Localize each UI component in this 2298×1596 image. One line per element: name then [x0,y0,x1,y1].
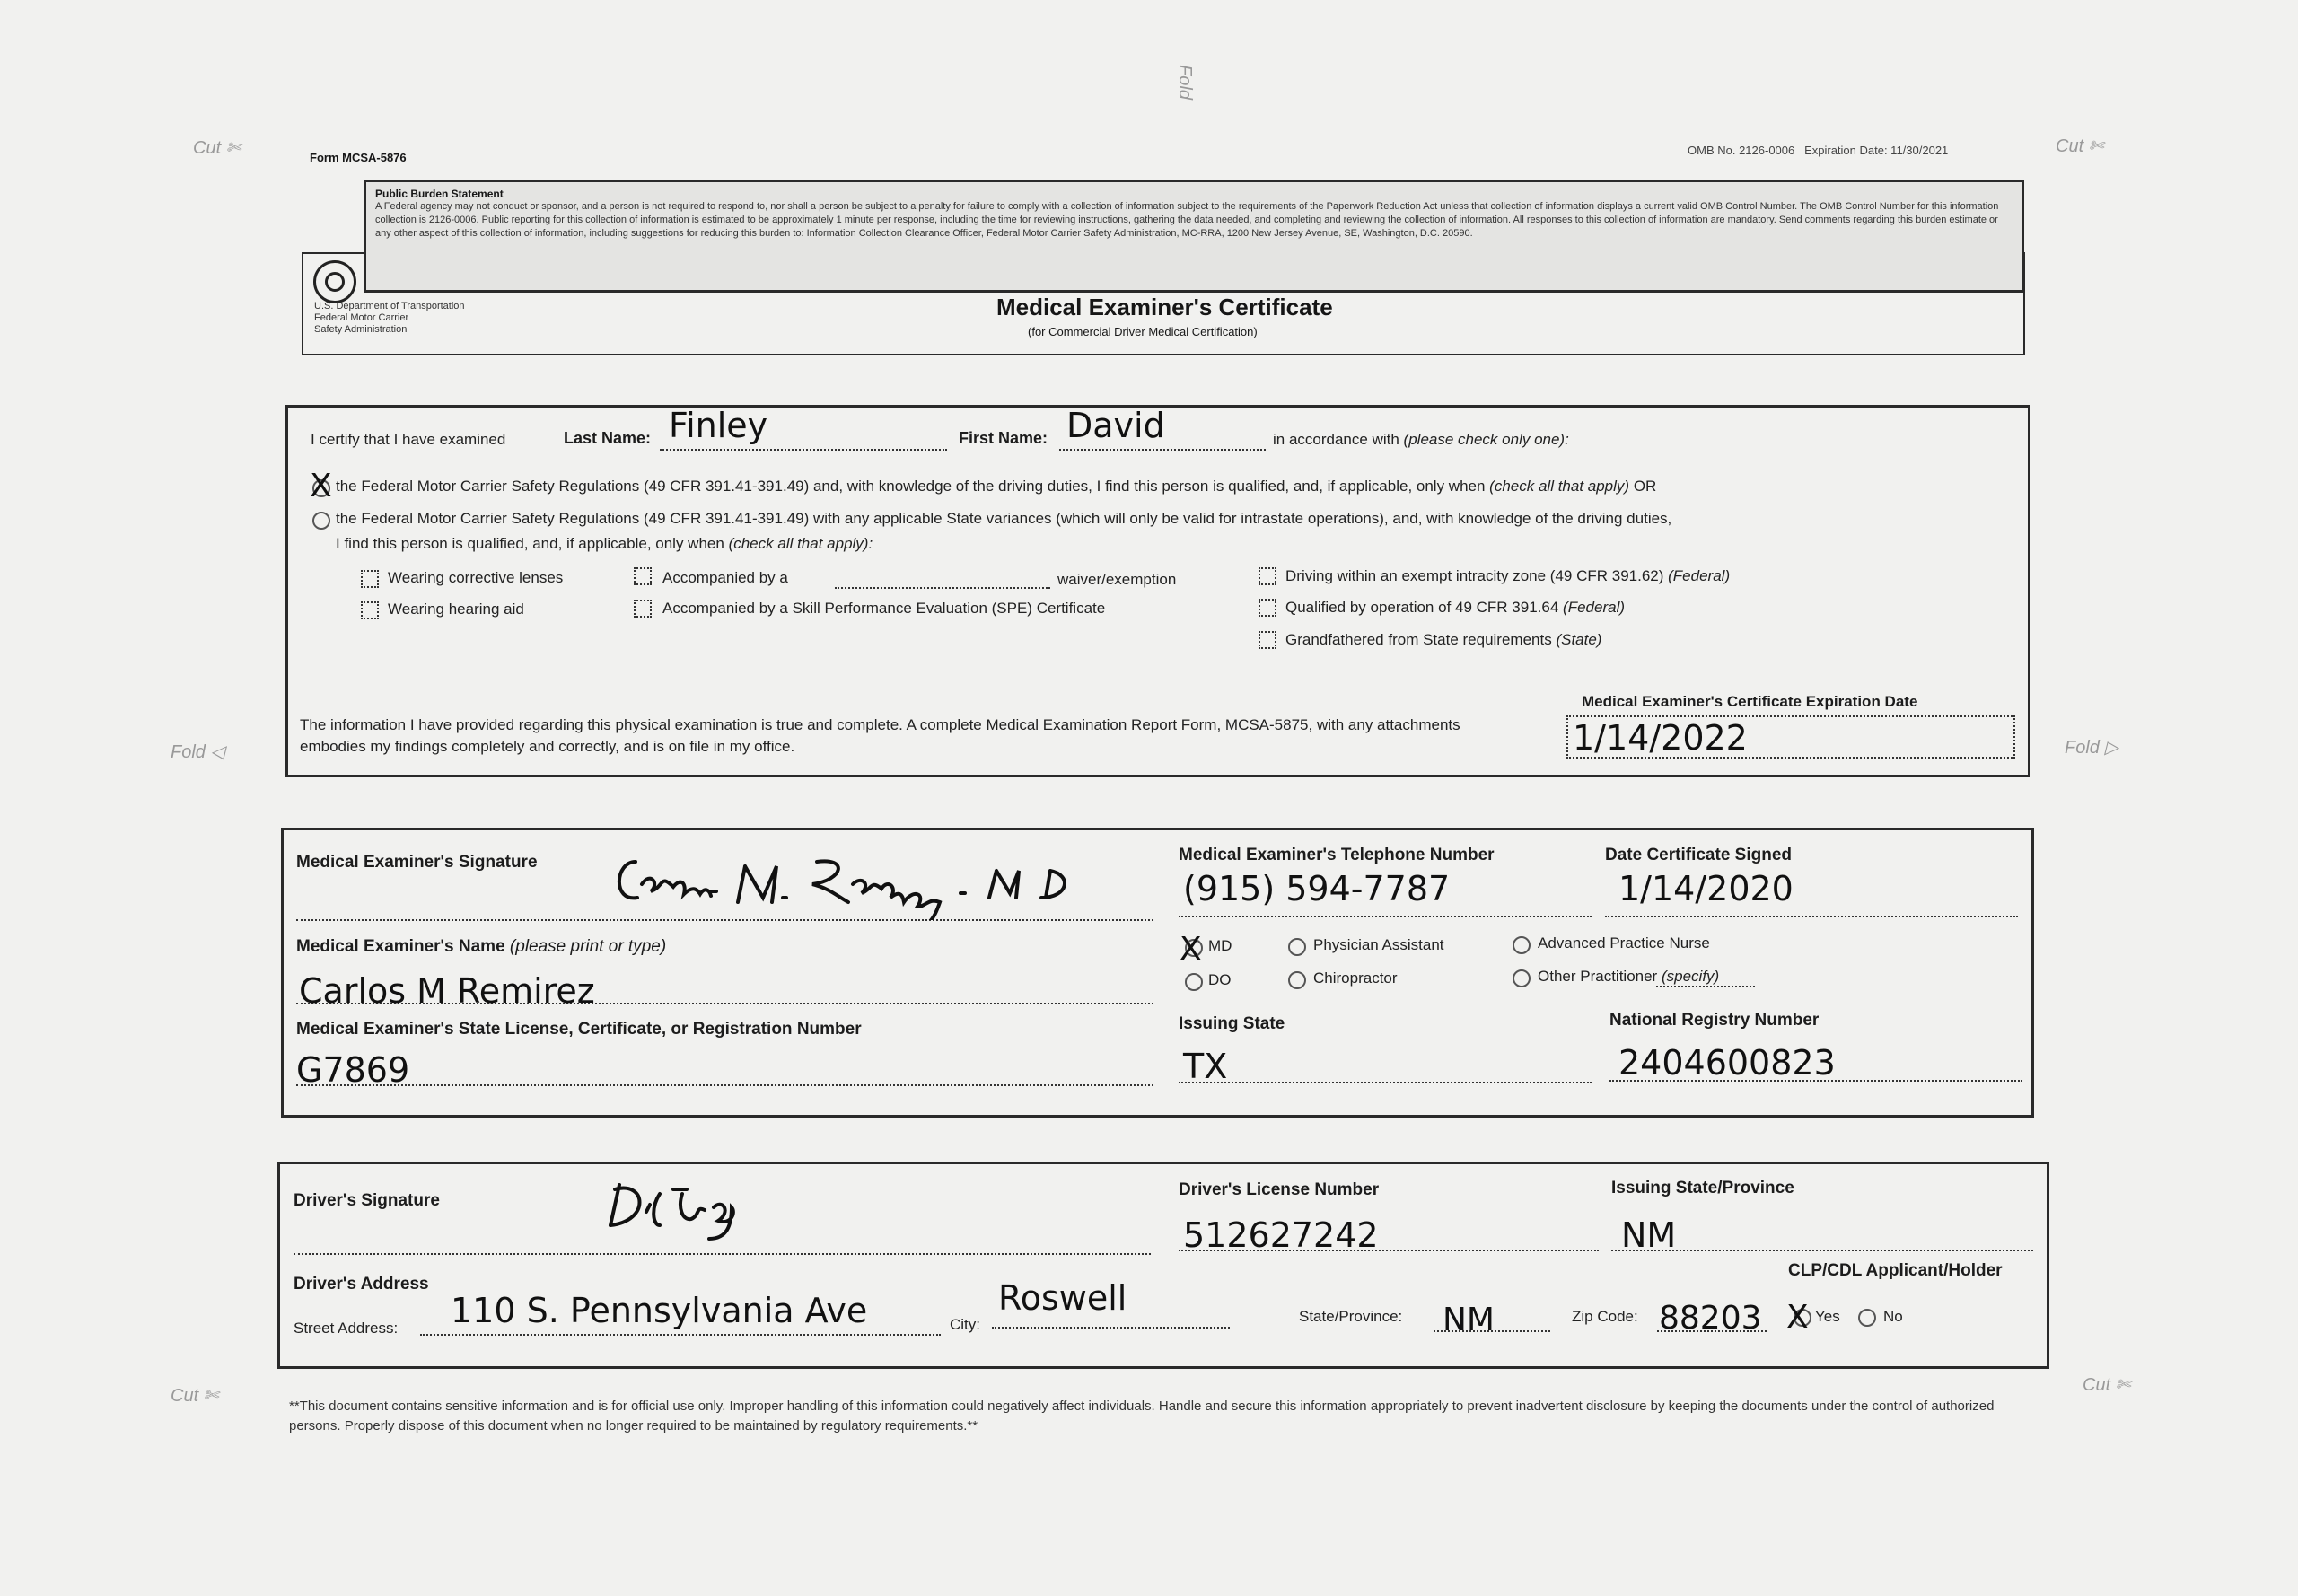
examiner-signature-label: Medical Examiner's Signature [296,853,538,872]
form-id: Form MCSA-5876 [310,151,407,164]
driver-issuing-state-field[interactable]: NM [1621,1215,1677,1255]
city-label: City: [950,1316,980,1333]
province-label: State/Province: [1299,1308,1403,1325]
examiner-name-label: Medical Examiner's Name (please print or type) [296,937,667,956]
spe-certificate-label: Accompanied by a Skill Performance Evaluation (SPE) Certificate [662,600,1106,617]
corrective-lenses-checkbox[interactable] [361,570,379,588]
last-name-line [660,449,947,451]
operation-391-64-label: Qualified by operation of 49 CFR 391.64 (Federal) [1285,599,1626,616]
city-field[interactable]: Roswell [998,1278,1127,1318]
advanced-practice-nurse-radio[interactable] [1513,936,1531,954]
spe-certificate-checkbox[interactable] [634,600,652,618]
issuing-state-field[interactable]: TX [1183,1047,1228,1086]
do-radio[interactable] [1185,973,1203,991]
waiver-line [835,587,1050,589]
grandfathered-checkbox[interactable] [1259,631,1276,649]
clp-yes-check-mark: X [1786,1299,1809,1336]
do-label: DO [1208,971,1232,988]
date-signed-label: Date Certificate Signed [1605,846,1792,864]
zip-field[interactable]: 88203 [1659,1300,1762,1337]
province-field[interactable]: NM [1443,1302,1495,1338]
driver-license-label: Driver's License Number [1179,1180,1380,1199]
driver-address-label: Driver's Address [294,1275,429,1293]
driver-issuing-state-label: Issuing State/Province [1611,1179,1794,1197]
chiropractor-label: Chiropractor [1313,969,1398,987]
date-signed-field[interactable]: 1/14/2020 [1618,869,1794,908]
clp-yes-label: Yes [1815,1308,1840,1325]
confidentiality-notice: **This document contains sensitive information and is for official use only. Improper handling of this information could negatively affect individuals. Handle and secure this information appropriately to prevent inadvertent disclosure by keeping the documents under the control of authorized persons. Properly dispose of this document when no longer required to be maintained by regulatory requirements.** [289,1399,1995,1434]
examiner-license-line [296,1084,1153,1086]
fold-mark: Fold ◁ [171,742,224,762]
option-federal-text: the Federal Motor Carrier Safety Regulations (49 CFR 391.41-391.49) and, with knowledge of the driving duties, I find this person is qualified, and, if applicable, only when (check all that apply) OR [336,478,1657,495]
md-label: MD [1208,937,1232,954]
accordance-text: in accordance with (please check only one): [1273,431,1569,448]
examiner-signature [610,848,1077,920]
option-state-text-2: I find this person is qualified, and, if applicable, only when (check all that apply): [336,535,873,552]
street-address-field[interactable]: 110 S. Pennsylvania Ave [451,1291,868,1330]
national-registry-label: National Registry Number [1609,1011,1820,1030]
operation-391-64-checkbox[interactable] [1259,599,1276,617]
examiner-license-label: Medical Examiner's State License, Certificate, or Registration Number [296,1020,862,1039]
cut-mark: Cut ✄ [171,1386,219,1406]
option-state-radio[interactable] [312,512,330,530]
intracity-zone-label: Driving within an exempt intracity zone (49 CFR 391.62) (Federal) [1285,567,1731,584]
examiner-license-field[interactable]: G7869 [296,1050,410,1090]
issuing-state-label: Issuing State [1179,1014,1285,1033]
physician-assistant-radio[interactable] [1288,938,1306,956]
first-name-line [1059,449,1266,451]
option-federal-check-mark: X [310,468,332,504]
expiration-date-field[interactable]: 1/14/2022 [1573,718,1748,758]
street-address-line [420,1334,941,1336]
national-registry-field[interactable]: 2404600823 [1618,1043,1836,1083]
dot-logo-icon [313,260,356,303]
examiner-phone-field[interactable]: (915) 594-7787 [1183,869,1451,908]
cut-mark: Cut ✄ [2056,136,2104,156]
advanced-practice-nurse-label: Advanced Practice Nurse [1538,934,1710,951]
last-name-label: Last Name: [564,429,652,447]
grandfathered-label: Grandfathered from State requirements (State) [1285,631,1602,648]
city-line [992,1327,1230,1329]
cut-mark: Cut ✄ [193,138,241,158]
accompanied-waiver-checkbox[interactable] [634,567,652,585]
fold-mark: Fold ▷ [2065,738,2118,758]
burden-statement: Public Burden Statement A Federal agency may not conduct or sponsor, and a person is not required to respond to, nor shall a person be subject to a penalty for failure to comply with a collection of information subject to the requirements of the Paperwork Reduction Act unless that collection of information displays a current valid OMB Control Number. The OMB Control Number for this information collection is 2126-0006. Public reporting for this collection of information is estimated to be approximately 1 minute per response, including the time for reviewing instructions, gathering the data needed, and completing and reviewing the collection of information. All responses to this collection of information are mandatory. Send comments regarding this burden estimate or any other aspect of this collection of information, including suggestions for reducing this burden to: Information Collection Clearance Officer, Federal Motor Carrier Safety Administration, MC-RRA, 1200 New Jersey Avenue, SE, Washington, D.C. 20590. [364,180,2024,293]
hearing-aid-label: Wearing hearing aid [388,601,524,618]
physician-assistant-label: Physician Assistant [1313,936,1444,953]
last-name-field[interactable]: Finley [669,406,768,445]
expiration-date-label: Medical Examiner's Certificate Expiration Date [1582,693,1918,710]
md-check-mark: X [1180,931,1202,968]
corrective-lenses-label: Wearing corrective lenses [388,569,564,586]
intracity-zone-checkbox[interactable] [1259,567,1276,585]
examiner-phone-line [1179,916,1592,917]
first-name-field[interactable]: David [1066,406,1165,445]
zip-label: Zip Code: [1572,1308,1638,1325]
page-subtitle: (for Commercial Driver Medical Certification) [1028,325,1258,338]
option-state-text: the Federal Motor Carrier Safety Regulations (49 CFR 391.41-391.49) with any applicable State variances (which will only be valid for intrastate operations), and, with knowledge of the driving duties, [336,510,1672,527]
examiner-name-field[interactable]: Carlos M Remirez [299,971,595,1011]
examination-statement: The information I have provided regarding this physical examination is true and complete. A complete Medical Examination Report Form, MCSA-5875, with any attachments embodies my findings completely and correctly, and is on file in my office. [300,716,1460,755]
issuing-state-line [1179,1082,1592,1083]
driver-signature-line [294,1253,1151,1255]
cut-mark: Cut ✄ [2083,1375,2131,1395]
clp-no-radio[interactable] [1858,1309,1876,1327]
clp-cdl-label: CLP/CDL Applicant/Holder [1788,1261,2003,1280]
driver-license-field[interactable]: 512627242 [1183,1215,1379,1255]
fold-mark: Fold [1174,65,1195,100]
waiver-label: waiver/exemption [1057,571,1177,588]
accompanied-label: Accompanied by a [662,569,788,586]
other-practitioner-line [1656,986,1755,987]
other-practitioner-radio[interactable] [1513,969,1531,987]
other-practitioner-label: Other Practitioner (specify) [1538,968,1720,985]
examiner-phone-label: Medical Examiner's Telephone Number [1179,846,1495,864]
chiropractor-radio[interactable] [1288,971,1306,989]
clp-no-label: No [1883,1308,1903,1325]
driver-signature [597,1171,794,1252]
omb-number: OMB No. 2126-0006 Expiration Date: 11/30/2021 [1688,144,1949,157]
cert-intro: I certify that I have examined [311,431,506,448]
driver-signature-label: Driver's Signature [294,1191,440,1210]
date-signed-line [1605,916,2018,917]
agency-name: U.S. Department of Transportation Federal Motor Carrier Safety Administration [314,301,465,335]
first-name-label: First Name: [959,429,1048,447]
street-address-label: Street Address: [294,1320,399,1337]
hearing-aid-checkbox[interactable] [361,601,379,619]
page-title: Medical Examiner's Certificate [996,294,1333,320]
